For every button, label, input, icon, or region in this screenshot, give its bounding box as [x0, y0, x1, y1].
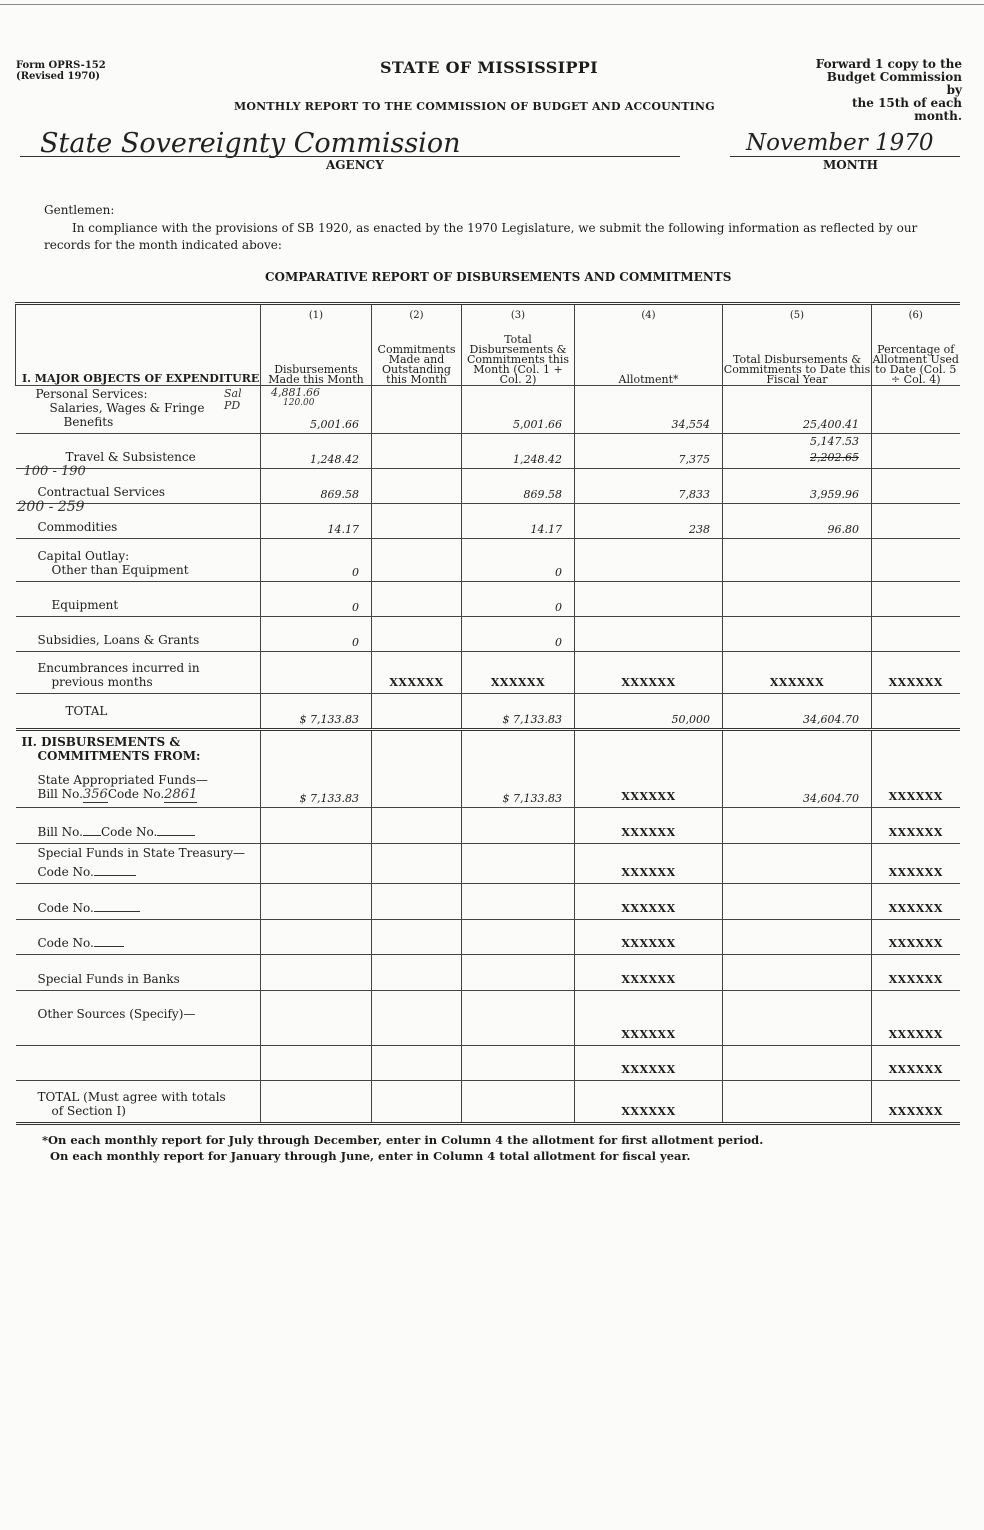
handwritten-value: $ 7,133.83: [502, 792, 562, 805]
cell-xmark: XXXXXX: [872, 1046, 960, 1081]
row-label: [16, 920, 261, 955]
table-row: [16, 386, 960, 434]
row-label-text: TOTAL (Must agree with totals: [37, 1090, 226, 1104]
handwritten-value: 5,001.66: [310, 418, 359, 431]
cell-xmark: XXXXXX: [872, 920, 960, 955]
cell-empty: [723, 884, 872, 920]
handwritten-value: 5,147.53: [810, 435, 859, 448]
row-label: [16, 1081, 261, 1124]
handwritten-value: 0: [555, 636, 562, 649]
cell-empty: [261, 844, 372, 884]
cell-xmark: XXXXXX: [372, 652, 462, 694]
cell-empty: [372, 1081, 462, 1124]
footnote: [42, 1132, 763, 1164]
cell-xmark: XXXXXX: [723, 652, 872, 694]
handwritten-value: 1,248.42: [513, 453, 562, 466]
handwritten-value: 356: [82, 787, 108, 802]
table-row: [16, 539, 960, 582]
cell-empty: [723, 844, 872, 884]
footnote-line: On each monthly report for January through June, enter in Column 4 total allotment for fiscal year.: [50, 1149, 691, 1163]
row-label-text: Code No.: [37, 901, 94, 915]
row-label-text: Code No.: [37, 865, 94, 879]
cell-value: [462, 504, 575, 539]
cell-empty: [575, 582, 723, 617]
handwritten-value: 0: [352, 601, 359, 614]
cell-value: [261, 617, 372, 652]
col-number: (6): [908, 310, 923, 321]
cell-empty: [372, 469, 462, 504]
cell-empty: [462, 844, 575, 884]
forward-instructions: [808, 58, 962, 123]
cell-xmark: XXXXXX: [872, 1081, 960, 1124]
cell-empty: [462, 1046, 575, 1081]
handwritten-value: 7,833: [678, 488, 710, 501]
row-label-text: Salaries, Wages & Fringe: [49, 401, 205, 415]
handwritten-note: 100 - 190: [23, 464, 86, 479]
handwritten-value: 0: [555, 566, 562, 579]
cell-empty: [372, 539, 462, 582]
cell-value: [462, 386, 575, 434]
cell-empty: [462, 1081, 575, 1124]
handwritten-value: 3,959.96: [810, 488, 859, 501]
cell-value: [261, 504, 372, 539]
section2-title-text: II. DISBURSEMENTS &: [21, 735, 181, 749]
cell-empty: [372, 1046, 462, 1081]
col-number: (2): [409, 310, 424, 321]
handwritten-value: 5,001.66: [513, 418, 562, 431]
row-label: Special Funds in Banks: [16, 955, 261, 991]
form-revised-text: (Revised 1970): [16, 71, 101, 82]
greeting: Gentlemen:: [44, 203, 115, 217]
row-label: [16, 808, 261, 844]
table-row: [16, 652, 960, 694]
handwritten-value: 96.80: [827, 523, 859, 536]
cell-empty: [372, 955, 462, 991]
row-label: [16, 652, 261, 694]
section2-title: [22, 735, 201, 763]
row-label-text: Capital Outlay:: [37, 549, 130, 563]
cell-xmark: XXXXXX: [575, 652, 723, 694]
col-header: [261, 304, 372, 386]
row-label: Travel & Subsistence: [16, 434, 261, 469]
table-row: [16, 844, 960, 884]
header-row: [16, 304, 960, 386]
row-label: TOTAL: [16, 694, 261, 730]
cell-empty: [575, 539, 723, 582]
cell-xmark: XXXXXX: [575, 991, 723, 1046]
row-label-text: Code No.: [100, 825, 158, 839]
table-row: [16, 469, 960, 504]
cell-xmark: XXXXXX: [872, 730, 960, 808]
intro-paragraph: In compliance with the provisions of SB 1920, as enacted by the 1970 Legislature, we submit the following information as reflected by our records for the month indicated above:: [44, 221, 918, 252]
cell-value: [261, 434, 372, 469]
top-border: [0, 4, 984, 5]
handwritten-value: $ 7,133.83: [299, 792, 359, 805]
row-label: [16, 884, 261, 920]
table-row: [16, 808, 960, 844]
cell-empty: [372, 617, 462, 652]
cell-empty: [261, 955, 372, 991]
col-label: Commitments Made and Outstanding this Month: [377, 343, 456, 386]
agency-label: AGENCY: [326, 158, 384, 172]
row-label: [16, 844, 261, 884]
cell-empty: [575, 617, 723, 652]
cell-empty: [723, 582, 872, 617]
cell-xmark: XXXXXX: [872, 991, 960, 1046]
handwritten-value: 2861: [164, 787, 198, 802]
cell-empty: [723, 1046, 872, 1081]
cell-empty: [372, 504, 462, 539]
cell-empty: [462, 884, 575, 920]
cell-value: [261, 694, 372, 730]
col-header: [575, 304, 723, 386]
handwritten-value: 14.17: [530, 523, 562, 536]
handwritten-value: 869.58: [523, 488, 562, 501]
row-label-text: Other Sources (Specify)—: [37, 1007, 196, 1021]
cell-xmark: XXXXXX: [872, 844, 960, 884]
cell-empty: [261, 884, 372, 920]
cell-value: [723, 730, 872, 808]
cell-xmark: XXXXXX: [872, 808, 960, 844]
col-label: Percentage of Allotment Used to Date (Col. 5 ÷ Col. 4): [872, 343, 959, 386]
col-label: Allotment*: [618, 373, 679, 386]
cell-empty: [872, 539, 960, 582]
row-label-text: Contractual Services: [37, 485, 166, 499]
table-row: [16, 884, 960, 920]
row-label-text: Benefits: [63, 415, 114, 429]
row-label: [16, 730, 261, 808]
row-label: [16, 499, 261, 539]
cell-empty: [723, 808, 872, 844]
table-row: [16, 955, 960, 991]
cell-empty: [723, 955, 872, 991]
cell-value: [261, 386, 372, 434]
blank-line: [94, 911, 140, 912]
month-label: MONTH: [823, 158, 878, 172]
cell-empty: [872, 469, 960, 504]
cell-value: [575, 469, 723, 504]
cell-empty: [261, 1046, 372, 1081]
cell-empty: [261, 991, 372, 1046]
row-label-text: Commodities: [37, 520, 118, 534]
cell-xmark: XXXXXX: [575, 730, 723, 808]
cell-empty: [261, 1081, 372, 1124]
cell-value: [575, 386, 723, 434]
footnote-line: *On each monthly report for July through December, enter in Column 4 the allotment for first allotment period.: [42, 1133, 764, 1147]
cell-empty: [372, 694, 462, 730]
handwritten-value: 2,202.65: [810, 451, 859, 464]
table-row: [16, 582, 960, 617]
cell-value: [723, 386, 872, 434]
table-row: [16, 434, 960, 469]
handwritten-subvalue: 120.00: [283, 398, 315, 408]
section2-title-text: COMMITMENTS FROM:: [37, 749, 201, 763]
cell-value: [261, 582, 372, 617]
handwritten-value: 50,000: [671, 713, 710, 726]
cell-empty: [261, 808, 372, 844]
cell-value: [261, 730, 372, 808]
report-table: [15, 302, 960, 1125]
row-label-text: Personal Services:: [35, 387, 148, 401]
row-label: Subsidies, Loans & Grants: [16, 617, 261, 652]
cell-empty: [872, 582, 960, 617]
table-row: [16, 617, 960, 652]
table-row: [16, 920, 960, 955]
report-title: COMPARATIVE REPORT OF DISBURSEMENTS AND COMMITMENTS: [265, 270, 732, 284]
cell-empty: [872, 504, 960, 539]
row-label-text: Special Funds in State Treasury—: [37, 846, 246, 860]
handwritten-value: 25,400.41: [803, 418, 859, 431]
cell-value: [261, 469, 372, 504]
cell-value: [462, 617, 575, 652]
row-label-text: of Section I): [51, 1104, 126, 1118]
cell-value: [261, 539, 372, 582]
row-label: [16, 1046, 261, 1081]
handwritten-value: 0: [555, 601, 562, 614]
col-number: (4): [641, 310, 656, 321]
cell-empty: [462, 955, 575, 991]
handwritten-value: 7,375: [678, 453, 710, 466]
col-label: Total Disbursements & Commitments to Date this Fiscal Year: [723, 353, 871, 386]
col-label: Disbursements Made this Month: [268, 363, 364, 386]
total-row: [16, 1081, 960, 1124]
handwritten-note: 200 - 259: [17, 499, 85, 515]
cell-xmark: XXXXXX: [872, 884, 960, 920]
blank-line: [94, 946, 124, 947]
row-label-text: Code No.: [37, 936, 94, 950]
cell-empty: [372, 386, 462, 434]
handwritten-value: 34,604.70: [803, 713, 859, 726]
row-label: Equipment: [16, 582, 261, 617]
cell-xmark: XXXXXX: [872, 652, 960, 694]
month-line: [730, 156, 960, 157]
cell-empty: [261, 920, 372, 955]
row-label-text: Code No.: [107, 787, 165, 801]
cell-empty: [372, 808, 462, 844]
cell-value: [723, 694, 872, 730]
cell-empty: [372, 884, 462, 920]
handwritten-value: 0: [352, 566, 359, 579]
form-number: [16, 60, 106, 82]
handwritten-subvalue: 4,881.66: [271, 386, 320, 399]
cell-empty: [723, 991, 872, 1046]
row-label-text: Bill No.: [37, 825, 83, 839]
cell-xmark: XXXXXX: [575, 844, 723, 884]
cell-xmark: XXXXXX: [872, 955, 960, 991]
forward-line: Forward 1 copy to the: [815, 57, 962, 71]
blank-line: [94, 875, 136, 876]
cell-empty: [261, 652, 372, 694]
handwritten-value: 0: [352, 636, 359, 649]
cell-xmark: XXXXXX: [462, 652, 575, 694]
cell-empty: [372, 920, 462, 955]
cell-value: [723, 434, 872, 469]
table-row: [16, 504, 960, 539]
row-label: [16, 539, 261, 582]
agency-handwritten: State Sovereignty Commission: [40, 128, 461, 159]
blank-line: [157, 835, 195, 836]
cell-xmark: XXXXXX: [575, 920, 723, 955]
cell-empty: [723, 1081, 872, 1124]
forward-line: Budget Commission by: [826, 70, 962, 97]
handwritten-value: $ 7,133.83: [299, 713, 359, 726]
cell-empty: [723, 920, 872, 955]
total-row: [16, 694, 960, 730]
row-label-text: Encumbrances incurred in: [37, 661, 200, 675]
table-row: [16, 730, 960, 808]
cell-value: [723, 469, 872, 504]
cell-xmark: XXXXXX: [575, 884, 723, 920]
row-label-text: previous months: [51, 675, 153, 689]
month-handwritten: November 1970: [746, 130, 934, 156]
row-label-text: State Appropriated Funds—: [37, 773, 208, 787]
handwritten-value: $ 7,133.83: [502, 713, 562, 726]
handwritten-value: 869.58: [320, 488, 359, 501]
row-label: [16, 386, 261, 434]
cell-value: [462, 694, 575, 730]
cell-value: [575, 434, 723, 469]
cell-value: [723, 504, 872, 539]
section1-title: I. MAJOR OBJECTS OF EXPENDITURE: [16, 304, 261, 386]
report-subtitle: MONTHLY REPORT TO THE COMMISSION OF BUDGET AND ACCOUNTING: [234, 100, 715, 113]
cell-empty: [872, 386, 960, 434]
cell-empty: [372, 730, 462, 808]
cell-empty: [462, 991, 575, 1046]
cell-empty: [872, 434, 960, 469]
cell-value: [462, 539, 575, 582]
col-header: [872, 304, 960, 386]
col-label: Total Disbursements & Commitments this Month (Col. 1 + Col. 2): [466, 333, 570, 386]
cell-xmark: XXXXXX: [575, 1081, 723, 1124]
cell-xmark: XXXXXX: [575, 808, 723, 844]
handwritten-value: 1,248.42: [310, 453, 359, 466]
agency-line: [20, 156, 680, 157]
cell-xmark: XXXXXX: [575, 1046, 723, 1081]
page-title: STATE OF MISSISSIPPI: [380, 58, 598, 77]
cell-value: [575, 694, 723, 730]
cell-empty: [872, 694, 960, 730]
cell-empty: [462, 920, 575, 955]
cell-empty: [462, 808, 575, 844]
cell-value: [462, 582, 575, 617]
table-row: [16, 1046, 960, 1081]
cell-empty: [372, 844, 462, 884]
row-label: [16, 991, 261, 1046]
row-label-text: Bill No.: [37, 787, 83, 801]
handwritten-note: Sal PD: [224, 387, 242, 412]
table-row: [16, 991, 960, 1046]
handwritten-value: 34,604.70: [803, 792, 859, 805]
col-number: (3): [510, 310, 526, 321]
cell-value: [575, 504, 723, 539]
cell-value: [462, 434, 575, 469]
cell-empty: [723, 539, 872, 582]
col-header: [462, 304, 575, 386]
cell-empty: [372, 991, 462, 1046]
cell-empty: [723, 617, 872, 652]
cell-empty: [872, 617, 960, 652]
cell-empty: [372, 582, 462, 617]
col-number: (1): [308, 310, 324, 321]
cell-empty: [372, 434, 462, 469]
handwritten-value: 14.17: [327, 523, 359, 536]
row-label-text: Other than Equipment: [51, 563, 189, 577]
handwritten-value: 238: [689, 523, 710, 536]
cell-xmark: XXXXXX: [575, 955, 723, 991]
forward-line: the 15th of each month.: [851, 96, 962, 123]
form-number-text: Form OPRS-152: [16, 60, 106, 71]
handwritten-value: 34,554: [671, 418, 710, 431]
col-header: [723, 304, 872, 386]
col-header: [372, 304, 462, 386]
col-number: (5): [789, 310, 805, 321]
blank-line: [83, 835, 101, 836]
cell-value: [462, 730, 575, 808]
cell-value: [462, 469, 575, 504]
